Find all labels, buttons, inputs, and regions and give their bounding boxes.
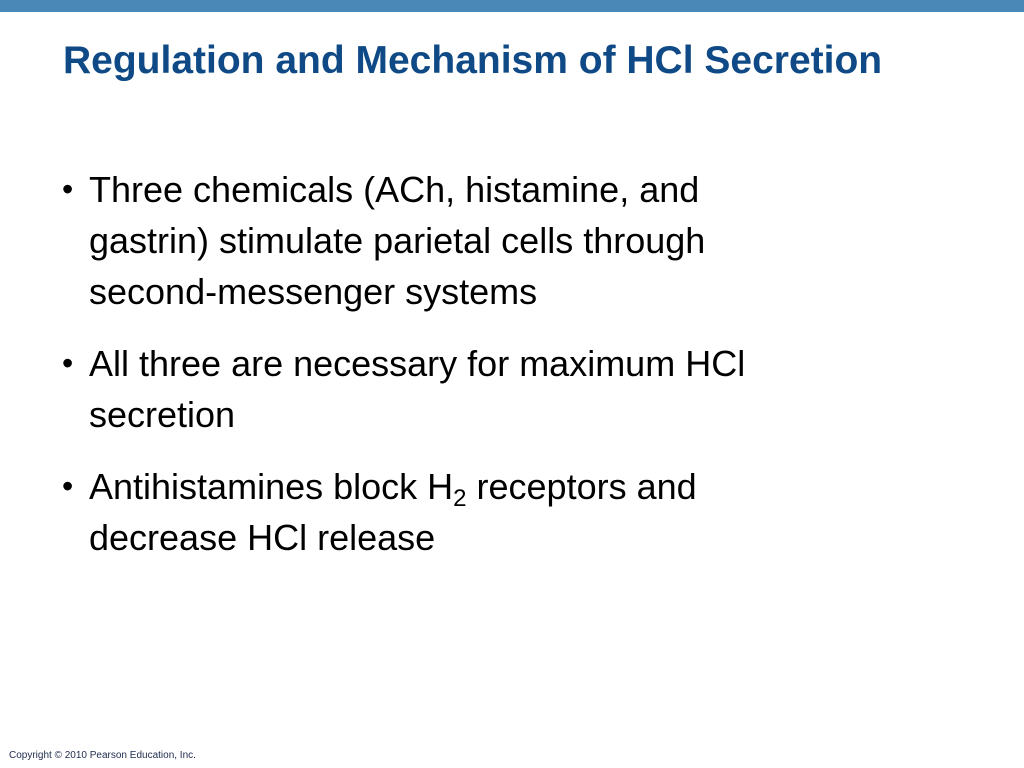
subscript-number: 2 [453, 485, 467, 512]
bullet-marker: • [62, 171, 74, 207]
slide-title: Regulation and Mechanism of HCl Secretion [63, 39, 883, 82]
top-accent-bar [0, 0, 1024, 12]
bullet-text-line: Three chemicals (ACh, histamine, and [89, 169, 700, 210]
bullet-text-line: secretion [89, 394, 236, 435]
bullet-text-segment: receptors and [466, 466, 697, 507]
bullet-text-line: second-messenger systems [89, 271, 538, 312]
bullet-item [62, 338, 942, 440]
bullet-marker: • [62, 345, 74, 381]
bullet-text-line [89, 461, 942, 512]
bullet-text-line: gastrin) stimulate parietal cells through [89, 220, 706, 261]
bullet-text-line: decrease HCl release [89, 517, 436, 558]
bullet-item [62, 461, 942, 563]
bullet-marker: • [62, 468, 74, 504]
copyright-footer: Copyright © 2010 Pearson Education, Inc. [9, 750, 196, 761]
bullet-text-line: All three are necessary for maximum HCl [89, 343, 746, 384]
bullet-text-segment: Antihistamines block H [89, 466, 454, 507]
bullet-item [62, 164, 942, 317]
bullet-list [62, 164, 942, 584]
